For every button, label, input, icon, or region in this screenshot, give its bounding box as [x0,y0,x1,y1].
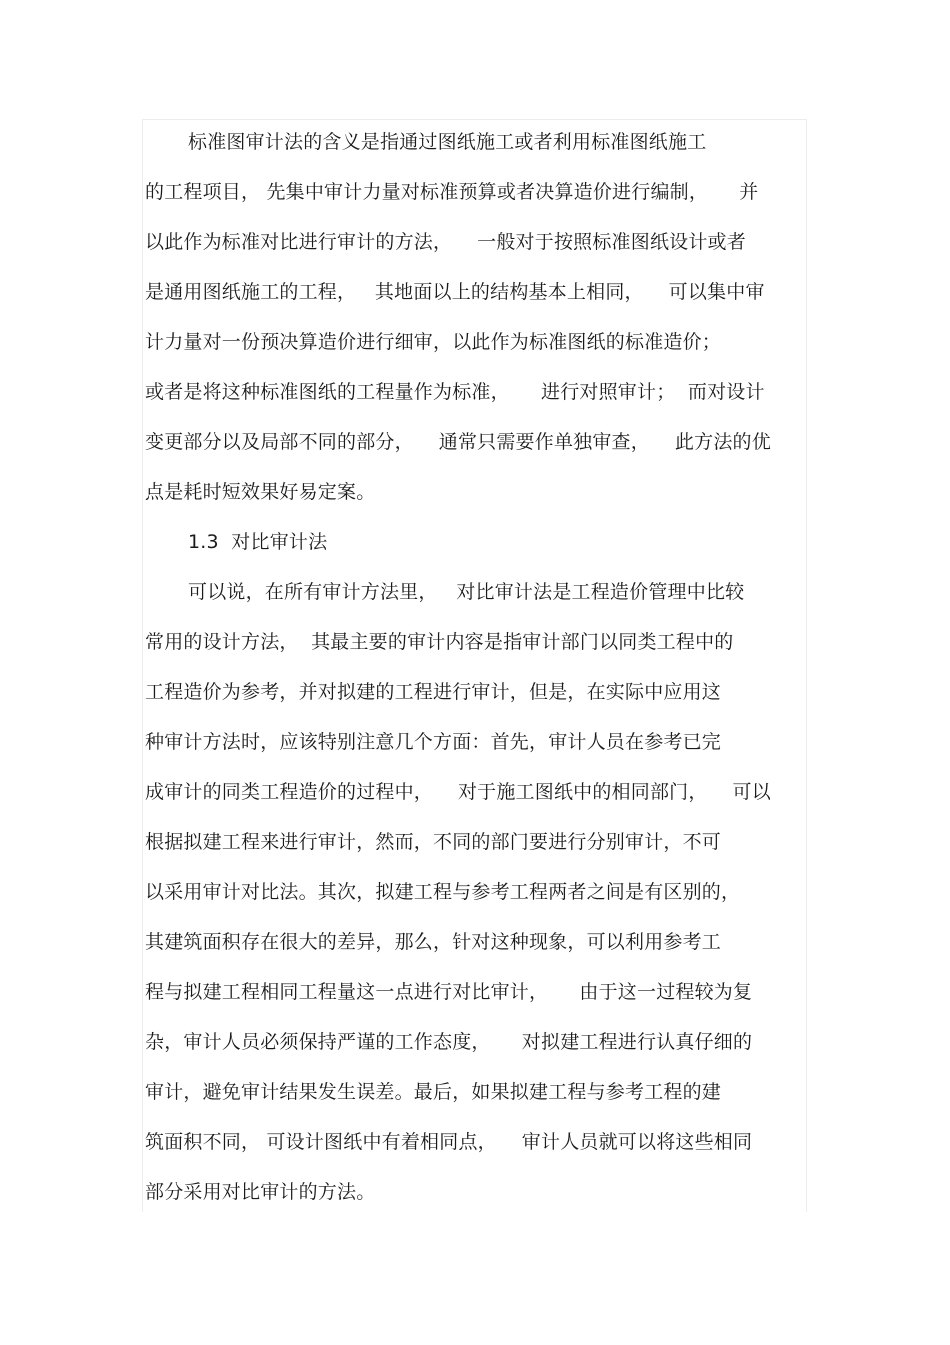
paragraph-line: 程与拟建工程相同工程量这一点进行对比审计， 由于这一过程较为复 [145,981,753,1003]
paragraph-line: 或者是将这种标准图纸的工程量作为标准， 进行对照审计； 而对设计 [145,381,765,403]
paragraph-line: 以采用审计对比法。其次，拟建工程与参考工程两者之间是有区别的， [145,881,741,903]
paragraph-line: 常用的设计方法， 其最主要的审计内容是指审计部门以同类工程中的 [145,631,734,653]
paragraph-line: 以此作为标准对比进行审计的方法， 一般对于按照标准图纸设计或者 [145,231,746,253]
paragraph-line: 工程造价为参考，并对拟建的工程进行审计，但是，在实际中应用这 [145,681,722,703]
paragraph-line: 的工程项目， 先集中审计力量对标准预算或者决算造价进行编制， 并 [145,181,759,203]
section-heading: 1.3 对比审计法 [188,531,328,553]
paragraph-line: 计力量对一份预决算造价进行细审，以此作为标准图纸的标准造价； [145,331,722,353]
paragraph-line: 可以说，在所有审计方法里， 对比审计法是工程造价管理中比较 [188,581,745,603]
paragraph-line: 其建筑面积存在很大的差异，那么，针对这种现象，可以利用参考工 [145,931,722,953]
paragraph-line: 变更部分以及局部不同的部分， 通常只需要作单独审查， 此方法的优 [145,431,771,453]
paragraph-line: 成审计的同类工程造价的过程中， 对于施工图纸中的相同部门， 可以 [145,781,771,803]
paragraph-line: 部分采用对比审计的方法。 [145,1181,376,1203]
paragraph-line: 种审计方法时，应该特别注意几个方面：首先，审计人员在参考已完 [145,731,722,753]
paragraph-line: 筑面积不同， 可设计图纸中有着相同点， 审计人员就可以将这些相同 [145,1131,753,1153]
paragraph-line: 杂，审计人员必须保持严谨的工作态度， 对拟建工程进行认真仔细的 [145,1031,753,1053]
paragraph-line: 是通用图纸施工的工程， 其地面以上的结构基本上相同， 可以集中审 [145,281,765,303]
paragraph-line: 根据拟建工程来进行审计，然而，不同的部门要进行分别审计，不可 [145,831,722,853]
paragraph-line: 审计，避免审计结果发生误差。最后，如果拟建工程与参考工程的建 [145,1081,722,1103]
paragraph-line: 点是耗时短效果好易定案。 [145,481,376,503]
paragraph-line: 标准图审计法的含义是指通过图纸施工或者利用标准图纸施工 [188,131,707,153]
